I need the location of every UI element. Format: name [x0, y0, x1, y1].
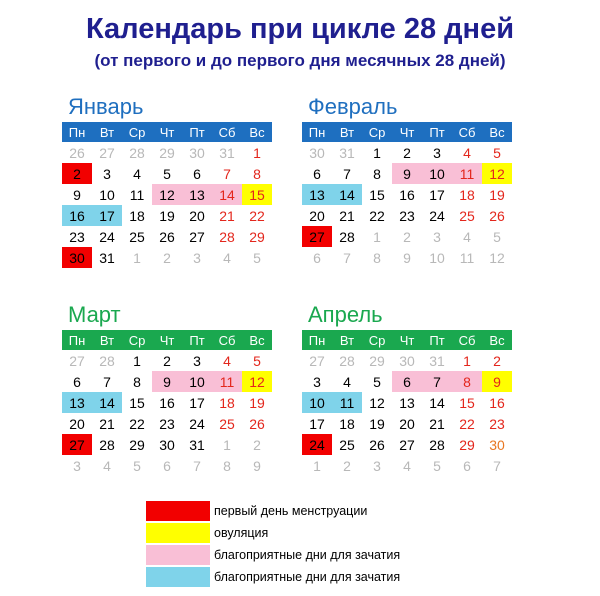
- day-cell: 14: [92, 392, 122, 413]
- day-cell: 21: [99, 415, 115, 432]
- weekday-header: Вт: [92, 330, 122, 350]
- day-cell: 12: [242, 371, 272, 392]
- day-cell: 17: [92, 205, 122, 226]
- day-cell: 12: [369, 394, 385, 411]
- day-cell: 13: [182, 184, 212, 205]
- day-cell: 2: [163, 249, 171, 266]
- day-cell: 1: [463, 352, 471, 369]
- day-cell: 9: [403, 249, 411, 266]
- week-row: [302, 371, 512, 392]
- day-cell: 11: [452, 163, 482, 184]
- week-row: [302, 392, 512, 413]
- day-cell: 6: [73, 373, 81, 390]
- day-cell: 20: [69, 415, 85, 432]
- day-cell: 27: [69, 352, 85, 369]
- week-row: [62, 142, 272, 163]
- day-cell: 21: [219, 207, 235, 224]
- day-cell: 6: [392, 371, 422, 392]
- day-cell: 10: [302, 392, 332, 413]
- day-cell: 29: [249, 228, 265, 245]
- day-cell: 6: [313, 249, 321, 266]
- day-cell: 17: [309, 415, 325, 432]
- week-row: [302, 350, 512, 371]
- day-cell: 31: [99, 249, 115, 266]
- day-cell: 27: [99, 144, 115, 161]
- day-cell: 3: [433, 144, 441, 161]
- legend-item-menstruation: [146, 500, 400, 522]
- day-cell: 5: [493, 144, 501, 161]
- day-cell: 22: [369, 207, 385, 224]
- week-row: [302, 455, 512, 476]
- day-cell: 4: [463, 228, 471, 245]
- day-cell: 9: [392, 163, 422, 184]
- day-cell: 30: [62, 247, 92, 268]
- weekday-header: Сб: [212, 122, 242, 142]
- day-cell: 15: [459, 394, 475, 411]
- day-cell: 9: [253, 457, 261, 474]
- day-cell: 18: [129, 207, 145, 224]
- week-row: [62, 184, 272, 205]
- day-cell: 13: [302, 184, 332, 205]
- day-cell: 22: [459, 415, 475, 432]
- day-cell: 2: [403, 228, 411, 245]
- day-cell: 18: [339, 415, 355, 432]
- legend: [146, 500, 400, 588]
- week-row: [62, 434, 272, 455]
- day-cell: 3: [373, 457, 381, 474]
- legend-label: благоприятные дни для зачатия: [214, 570, 401, 584]
- day-cell: 5: [493, 228, 501, 245]
- month-calendar-grid: [302, 122, 512, 268]
- weekday-header: Вс: [242, 122, 272, 142]
- day-cell: 28: [129, 144, 145, 161]
- week-row: [302, 434, 512, 455]
- weekday-header: Вс: [242, 330, 272, 350]
- day-cell: 29: [459, 436, 475, 453]
- day-cell: 6: [313, 165, 321, 182]
- day-cell: 15: [369, 186, 385, 203]
- day-cell: 3: [73, 457, 81, 474]
- day-cell: 26: [369, 436, 385, 453]
- day-cell: 2: [62, 163, 92, 184]
- day-cell: 13: [62, 392, 92, 413]
- day-cell: 8: [373, 165, 381, 182]
- day-cell: 3: [103, 165, 111, 182]
- week-row: [62, 371, 272, 392]
- day-cell: 2: [343, 457, 351, 474]
- weekday-header: Сб: [452, 122, 482, 142]
- day-cell: 24: [99, 228, 115, 245]
- week-row: [62, 350, 272, 371]
- month-calendar-grid: [302, 330, 512, 476]
- day-cell: 7: [343, 249, 351, 266]
- week-row: [62, 455, 272, 476]
- day-cell: 29: [159, 144, 175, 161]
- day-cell: 4: [103, 457, 111, 474]
- day-cell: 23: [159, 415, 175, 432]
- day-cell: 9: [482, 371, 512, 392]
- day-cell: 1: [223, 436, 231, 453]
- day-cell: 2: [163, 352, 171, 369]
- day-cell: 2: [403, 144, 411, 161]
- day-cell: 6: [193, 165, 201, 182]
- day-cell: 10: [422, 163, 452, 184]
- legend-item-fertile-pink: [146, 544, 400, 566]
- day-cell: 31: [219, 144, 235, 161]
- day-cell: 24: [302, 434, 332, 455]
- day-cell: 19: [159, 207, 175, 224]
- day-cell: 25: [339, 436, 355, 453]
- day-cell: 9: [73, 186, 81, 203]
- day-cell: 2: [253, 436, 261, 453]
- month-name: Февраль: [308, 94, 398, 119]
- day-cell: 30: [309, 144, 325, 161]
- day-cell: 4: [223, 249, 231, 266]
- day-cell: 22: [249, 207, 265, 224]
- day-cell: 8: [253, 165, 261, 182]
- day-cell: 29: [369, 352, 385, 369]
- day-cell: 26: [159, 228, 175, 245]
- day-cell: 24: [189, 415, 205, 432]
- page-subtitle: (от первого и до первого дня месячных 28 дней): [94, 51, 506, 70]
- day-cell: 30: [399, 352, 415, 369]
- legend-label: овуляция: [214, 526, 269, 540]
- weekday-header: Вт: [92, 122, 122, 142]
- day-cell: 5: [253, 249, 261, 266]
- day-cell: 23: [399, 207, 415, 224]
- day-cell: 2: [493, 352, 501, 369]
- day-cell: 18: [219, 394, 235, 411]
- day-cell: 19: [489, 186, 505, 203]
- day-cell: 6: [463, 457, 471, 474]
- month-march: [62, 302, 274, 476]
- day-cell: 1: [133, 352, 141, 369]
- month-name: Январь: [68, 94, 144, 119]
- month-april: [302, 302, 514, 476]
- month-calendar-grid: [62, 122, 272, 268]
- weekday-header: Ср: [362, 330, 392, 350]
- day-cell: 27: [62, 434, 92, 455]
- day-cell: 4: [403, 457, 411, 474]
- day-cell: 16: [489, 394, 505, 411]
- day-cell: 7: [493, 457, 501, 474]
- week-row: [302, 205, 512, 226]
- day-cell: 1: [313, 457, 321, 474]
- day-cell: 17: [189, 394, 205, 411]
- day-cell: 16: [399, 186, 415, 203]
- day-cell: 1: [253, 144, 261, 161]
- page-title: Календарь при цикле 28 дней: [85, 13, 515, 45]
- week-row: [62, 163, 272, 184]
- week-row: [302, 163, 512, 184]
- day-cell: 16: [62, 205, 92, 226]
- day-cell: 4: [343, 373, 351, 390]
- day-cell: 27: [309, 352, 325, 369]
- day-cell: 3: [193, 249, 201, 266]
- day-cell: 8: [452, 371, 482, 392]
- day-cell: 25: [459, 207, 475, 224]
- day-cell: 28: [339, 352, 355, 369]
- day-cell: 11: [129, 186, 145, 203]
- day-cell: 27: [189, 228, 205, 245]
- day-cell: 4: [463, 144, 471, 161]
- day-cell: 5: [133, 457, 141, 474]
- weekday-header: Пн: [302, 122, 332, 142]
- day-cell: 16: [159, 394, 175, 411]
- weekday-header: Чт: [392, 330, 422, 350]
- day-cell: 7: [103, 373, 111, 390]
- day-cell: 10: [99, 186, 115, 203]
- day-cell: 6: [163, 457, 171, 474]
- day-cell: 8: [223, 457, 231, 474]
- legend-swatch: [146, 501, 210, 521]
- month-calendar-grid: [62, 330, 272, 476]
- day-cell: 17: [429, 186, 445, 203]
- day-cell: 5: [373, 373, 381, 390]
- day-cell: 30: [159, 436, 175, 453]
- weekday-header: Чт: [152, 330, 182, 350]
- day-cell: 19: [369, 415, 385, 432]
- day-cell: 7: [193, 457, 201, 474]
- month-february: [302, 94, 514, 268]
- legend-label: благоприятные дни для зачатия: [214, 548, 401, 562]
- legend-item-ovulation: [146, 522, 400, 544]
- day-cell: 21: [429, 415, 445, 432]
- day-cell: 1: [373, 144, 381, 161]
- weekday-header: Пн: [62, 122, 92, 142]
- day-cell: 28: [99, 436, 115, 453]
- week-row: [302, 247, 512, 268]
- week-row: [62, 392, 272, 413]
- day-cell: 11: [459, 249, 475, 266]
- day-cell: 7: [223, 165, 231, 182]
- day-cell: 15: [129, 394, 145, 411]
- weekday-header: Вс: [482, 122, 512, 142]
- day-cell: 3: [433, 228, 441, 245]
- day-cell: 14: [429, 394, 445, 411]
- day-cell: 4: [223, 352, 231, 369]
- week-row: [302, 142, 512, 163]
- week-row: [62, 413, 272, 434]
- day-cell: 25: [129, 228, 145, 245]
- weekday-header: Вт: [332, 122, 362, 142]
- day-cell: 25: [219, 415, 235, 432]
- legend-swatch: [146, 567, 210, 587]
- day-cell: 28: [219, 228, 235, 245]
- legend-item-fertile-blue: [146, 566, 400, 588]
- weekday-header: Ср: [122, 122, 152, 142]
- weekday-header: Вт: [332, 330, 362, 350]
- day-cell: 11: [332, 392, 362, 413]
- day-cell: 24: [429, 207, 445, 224]
- week-row: [302, 184, 512, 205]
- day-cell: 18: [459, 186, 475, 203]
- day-cell: 19: [249, 394, 265, 411]
- month-name: Апрель: [308, 302, 383, 327]
- weekday-header: Сб: [212, 330, 242, 350]
- day-cell: 22: [129, 415, 145, 432]
- day-cell: 3: [313, 373, 321, 390]
- weekday-header: Пн: [302, 330, 332, 350]
- legend-label: первый день менструации: [214, 504, 368, 518]
- day-cell: 20: [189, 207, 205, 224]
- day-cell: 29: [129, 436, 145, 453]
- weekday-header: Вс: [482, 330, 512, 350]
- day-cell: 28: [429, 436, 445, 453]
- day-cell: 23: [69, 228, 85, 245]
- month-january: [62, 94, 274, 268]
- day-cell: 23: [489, 415, 505, 432]
- day-cell: 31: [339, 144, 355, 161]
- weekday-header: Пт: [182, 330, 212, 350]
- day-cell: 8: [133, 373, 141, 390]
- day-cell: 8: [373, 249, 381, 266]
- week-row: [62, 205, 272, 226]
- day-cell: 5: [433, 457, 441, 474]
- day-cell: 31: [429, 352, 445, 369]
- day-cell: 26: [69, 144, 85, 161]
- day-cell: 11: [212, 371, 242, 392]
- day-cell: 20: [309, 207, 325, 224]
- weekday-header: Ср: [362, 122, 392, 142]
- day-cell: 28: [339, 228, 355, 245]
- weekday-header: Пт: [422, 330, 452, 350]
- legend-swatch: [146, 545, 210, 565]
- day-cell: 14: [332, 184, 362, 205]
- weekday-header: Пт: [182, 122, 212, 142]
- day-cell: 28: [99, 352, 115, 369]
- day-cell: 20: [399, 415, 415, 432]
- weekday-header: Чт: [392, 122, 422, 142]
- day-cell: 31: [189, 436, 205, 453]
- week-row: [302, 226, 512, 247]
- day-cell: 9: [152, 371, 182, 392]
- day-cell: 5: [253, 352, 261, 369]
- weekday-header: Чт: [152, 122, 182, 142]
- week-row: [62, 226, 272, 247]
- week-row: [62, 247, 272, 268]
- day-cell: 3: [193, 352, 201, 369]
- day-cell: 5: [163, 165, 171, 182]
- day-cell: 1: [133, 249, 141, 266]
- month-name: Март: [68, 302, 121, 327]
- day-cell: 30: [489, 436, 505, 453]
- day-cell: 26: [489, 207, 505, 224]
- day-cell: 21: [339, 207, 355, 224]
- day-cell: 12: [489, 249, 505, 266]
- day-cell: 15: [242, 184, 272, 205]
- day-cell: 10: [182, 371, 212, 392]
- day-cell: 14: [212, 184, 242, 205]
- day-cell: 26: [249, 415, 265, 432]
- weekday-header: Пн: [62, 330, 92, 350]
- day-cell: 4: [133, 165, 141, 182]
- day-cell: 7: [422, 371, 452, 392]
- day-cell: 30: [189, 144, 205, 161]
- legend-swatch: [146, 523, 210, 543]
- day-cell: 27: [302, 226, 332, 247]
- week-row: [302, 413, 512, 434]
- weekday-header: Ср: [122, 330, 152, 350]
- day-cell: 27: [399, 436, 415, 453]
- weekday-header: Сб: [452, 330, 482, 350]
- day-cell: 12: [482, 163, 512, 184]
- day-cell: 13: [399, 394, 415, 411]
- day-cell: 10: [429, 249, 445, 266]
- day-cell: 12: [152, 184, 182, 205]
- weekday-header: Пт: [422, 122, 452, 142]
- day-cell: 7: [343, 165, 351, 182]
- day-cell: 1: [373, 228, 381, 245]
